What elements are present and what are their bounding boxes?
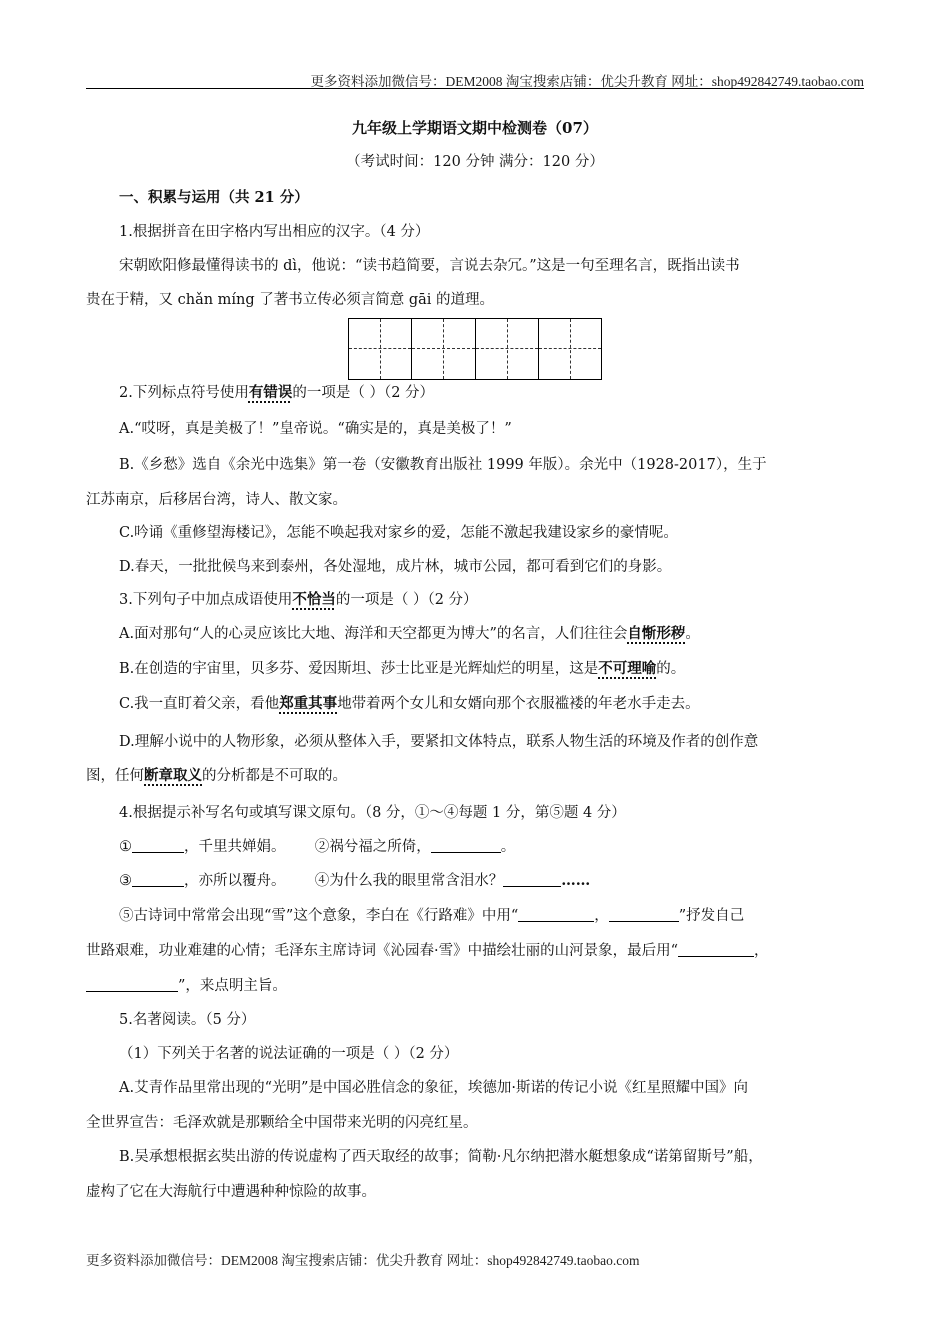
q3-stem: 3.下列句子中加点成语使用不恰当的一项是（ ）（2 分）	[119, 591, 478, 608]
q3-option-c: C.我一直盯着父亲，看他郑重其事地带着两个女儿和女婿向那个衣服褴褛的年老水手走去。	[119, 695, 700, 712]
exam-title: 九年级上学期语文期中检测卷（07）	[352, 119, 598, 137]
q2-option-b-line1: B.《乡愁》选自《余光中选集》第一卷（安徽教育出版社 1999 年版）。余光中（1928-2017），生于	[119, 457, 767, 473]
grid-cell[interactable]	[476, 319, 539, 379]
section-heading: 一、积累与运用（共 21 分）	[119, 189, 309, 206]
q3-option-b: B.在创造的宇宙里，贝多芬、爱因斯坦、莎士比亚是光辉灿烂的明星，这是不可理喻的。	[119, 660, 686, 677]
idiom-a: 自惭形秽	[627, 625, 686, 642]
answer-blank[interactable]	[678, 942, 754, 957]
idiom-c: 郑重其事	[279, 695, 338, 712]
q2-option-b-line2: 江苏南京，后移居台湾，诗人、散文家。	[86, 492, 347, 508]
q3-option-d-line1: D.理解小说中的人物形象，必须从整体入手，要紧扣文体特点，联系人物生活的环境及作者的创作意	[119, 734, 759, 750]
answer-blank[interactable]	[431, 838, 501, 853]
answer-blank[interactable]	[503, 872, 561, 887]
q5-option-a-line1: A.艾青作品里常出现的“光明”是中国必胜信念的象征，埃德加·斯诺的传记小说《红星照耀中国》向	[119, 1080, 749, 1096]
q3-option-a: A.面对那句“人的心灵应该比大地、海洋和天空都更为博大”的名言，人们往往会自惭形秽。	[119, 625, 700, 642]
q1-text-line1: 宋朝欧阳修最懂得读书的 dì，他说：“读书趋简要，言说去杂冗。”这是一句至理名言，既指出读书	[119, 258, 740, 274]
q5-stem: 5.名著阅读。（5 分）	[119, 1012, 256, 1028]
idiom-d: 断章取义	[144, 767, 202, 784]
grid-cell[interactable]	[412, 319, 475, 379]
q2-option-c: C.吟诵《重修望海楼记》，怎能不唤起我对家乡的爱，怎能不激起我建设家乡的豪情呢。	[119, 525, 678, 541]
q4-row1: ① ，千里共婵娟。 ②祸兮福之所倚， 。	[119, 839, 516, 855]
grid-cell[interactable]	[349, 319, 412, 379]
q2-option-d: D.春天，一批批候鸟来到泰州，各处湿地，成片林，城市公园，都可看到它们的身影。	[119, 559, 672, 575]
q5-sub1: （1）下列关于名著的说法证确的一项是（ ）（2 分）	[119, 1046, 459, 1062]
answer-blank[interactable]	[518, 907, 594, 922]
tianzige-grid	[348, 318, 602, 380]
q2-option-a: A.“哎呀，真是美极了！”皇帝说。“确实是的，真是美极了！”	[119, 421, 512, 437]
q5-option-b-line1: B.吴承想根据玄奘出游的传说虚构了西天取经的故事；简勒·凡尔纳把潜水艇想象成“诺第留斯号”船，	[119, 1149, 763, 1165]
q1-stem: 1.根据拼音在田字格内写出相应的汉字。（4 分）	[119, 224, 430, 240]
answer-blank[interactable]	[132, 872, 184, 887]
header-rule	[86, 88, 864, 89]
grid-cell[interactable]	[539, 319, 601, 379]
q4-item5-line1: ⑤古诗词中常常会出现“雪”这个意象，李白在《行路难》中用“ ， ”抒发自己	[119, 908, 745, 924]
answer-blank[interactable]	[86, 977, 178, 992]
q4-item5-line2: 世路艰难，功业难建的心情；毛泽东主席诗词《沁园春·雪》中描绘壮丽的山河景象，最后用“ ，	[86, 943, 769, 959]
exam-subtitle: （考试时间：120 分钟 满分：120 分）	[346, 154, 604, 170]
q5-option-a-line2: 全世界宣告：毛泽欢就是那颗给全中国带来光明的闪亮红星。	[86, 1115, 478, 1131]
q3-option-d-line2: 图，任何断章取义的分析都是不可取的。	[86, 767, 347, 784]
q3-emphasis: 不恰当	[292, 591, 336, 608]
page-header: 更多资料添加微信号：DEM2008 淘宝搜索店铺：优尖升教育 网址：shop492842749.taobao.com	[310, 74, 864, 89]
q1-text-line2: 贵在于精，又 chǎn míng 了著书立传必须言简意 gāi 的道理。	[86, 292, 495, 308]
answer-blank[interactable]	[132, 838, 184, 853]
q5-option-b-line2: 虚构了它在大海航行中遭遇种种惊险的故事。	[86, 1184, 376, 1200]
answer-blank[interactable]	[609, 907, 679, 922]
q4-row2: ③ ，亦所以覆舟。 ④为什么我的眼里常含泪水？ ……	[119, 872, 591, 889]
q4-item5-line3: ”，来点明主旨。	[86, 974, 866, 995]
q4-stem: 4.根据提示补写名句或填写课文原句。（8 分，①～④每题 1 分，第⑤题 4 分）	[119, 805, 626, 821]
page-footer: 更多资料添加微信号：DEM2008 淘宝搜索店铺：优尖升教育 网址：shop492842749.taobao.com	[86, 1253, 640, 1268]
idiom-b: 不可理喻	[598, 660, 657, 677]
q2-emphasis: 有错误	[248, 384, 293, 401]
q2-stem: 2.下列标点符号使用有错误的一项是（ ）（2 分）	[119, 384, 435, 401]
